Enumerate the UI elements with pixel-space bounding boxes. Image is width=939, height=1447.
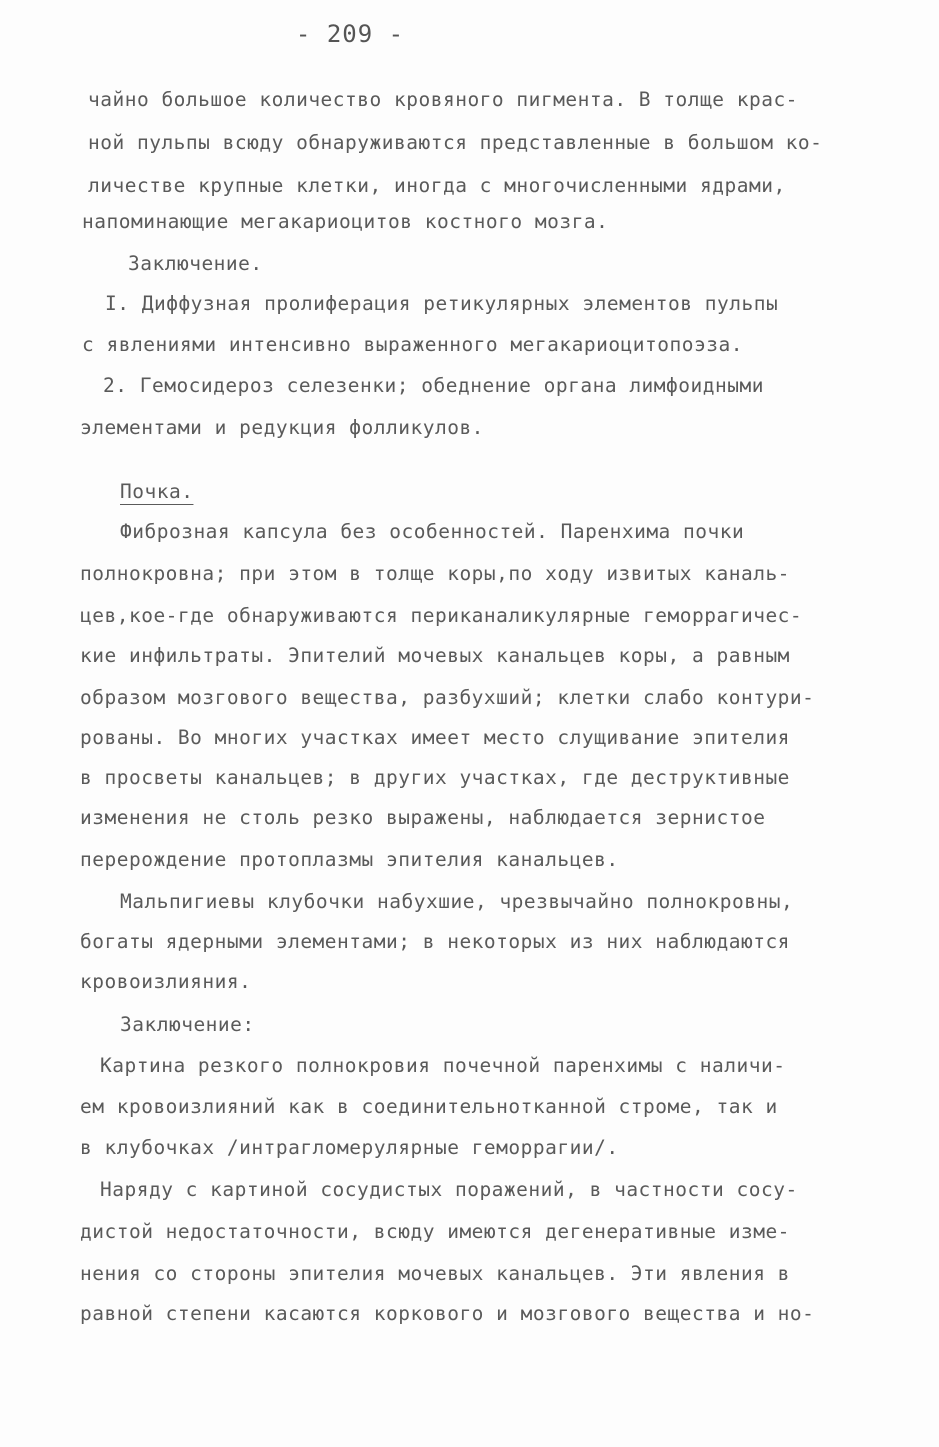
text-line: чайно большое количество кровяного пигмента. В толще крас- <box>88 88 798 111</box>
text-line: рованы. Во многих участках имеет место слущивание эпителия <box>80 726 790 749</box>
text-line: перерождение протоплазмы эпителия канальцев. <box>80 848 619 871</box>
page-number: - 209 - <box>295 20 405 48</box>
text-line: напоминающие мегакариоцитов костного мозга. <box>82 210 609 233</box>
text-line: ем кровоизлияний как в соединительнотканной строме, так и <box>80 1095 778 1118</box>
text-line: изменения не столь резко выражены, наблюдается зернистое <box>80 806 766 829</box>
text-line: полнокровна; при этом в толще коры,по ходу извитых каналь- <box>80 562 790 585</box>
text-line: Фиброзная капсула без особенностей. Паренхима почки <box>120 520 745 543</box>
text-line: 2. Гемосидероз селезенки; обеднение органа лимфоидными <box>103 374 764 397</box>
text-line: нения со стороны эпителия мочевых канальцев. Эти явления в <box>80 1262 790 1285</box>
text-line: ной пульпы всюду обнаруживаются представленные в большом ко- <box>88 131 823 154</box>
text-line: Наряду с картиной сосудистых поражений, в частности сосу- <box>100 1178 798 1201</box>
text-line: в клубочках /интрагломерулярные геморрагии/. <box>80 1136 619 1159</box>
text-line: равной степени касаются коркового и мозгового вещества и но- <box>80 1302 815 1325</box>
text-line: личестве крупные клетки, иногда с многочисленными ядрами, <box>88 174 786 197</box>
text-line: Картина резкого полнокровия почечной паренхимы с наличи- <box>100 1054 786 1077</box>
text-line: с явлениями интенсивно выраженного мегакариоцитопоэза. <box>82 333 743 356</box>
text-line: цев,кое-где обнаруживаются периканаликулярные геморрагичес- <box>80 604 803 627</box>
text-line: I. Диффузная пролиферация ретикулярных элементов пульпы <box>105 292 779 315</box>
text-line: кровоизлияния. <box>80 970 252 993</box>
text-line: кие инфильтраты. Эпителий мочевых канальцев коры, а равным <box>80 644 790 667</box>
text-line: в просветы канальцев; в других участках, где деструктивные <box>80 766 790 789</box>
section-heading: Заключение. <box>128 252 263 275</box>
text-line: Мальпигиевы клубочки набухшие, чрезвычайно полнокровны, <box>120 890 794 913</box>
section-heading-kidney: Почка. <box>120 480 194 503</box>
text-line: элементами и редукция фолликулов. <box>80 416 484 439</box>
text-line: богаты ядерными элементами; в некоторых из них наблюдаются <box>80 930 790 953</box>
text-line: образом мозгового вещества, разбухший; клетки слабо контури- <box>80 686 815 709</box>
text-line: дистой недостаточности, всюду имеются дегенеративные изме- <box>80 1220 790 1243</box>
section-heading: Заключение: <box>120 1013 255 1036</box>
